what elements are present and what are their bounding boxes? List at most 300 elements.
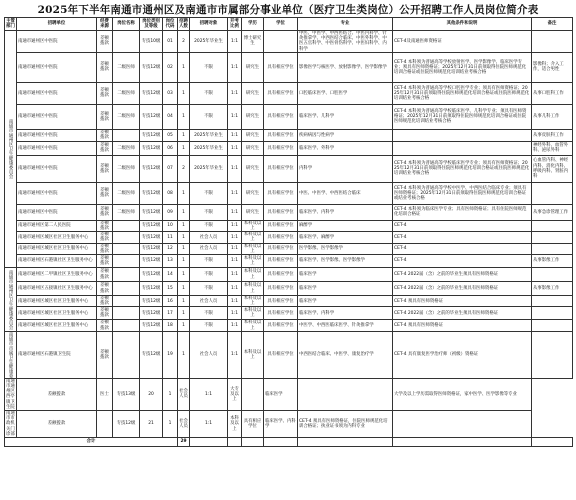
count-cell: 1 [178, 204, 190, 220]
post-name-cell: 二级医师 [113, 104, 140, 129]
funding-cell: 差额拨款 [17, 378, 97, 410]
post-name-cell: 二级医师 [113, 155, 140, 182]
unit-cell: 南通市通州区中医院 [17, 31, 97, 53]
count-cell: 1 [178, 307, 190, 320]
education-cell: 研究生 [242, 52, 264, 82]
funding-cell: 差额拨款 [97, 129, 113, 141]
grade-cell: 专技12级 [140, 255, 163, 268]
ratio-cell: 1:1 [190, 378, 228, 410]
count-cell: 1 [178, 104, 190, 129]
remark-cell: 从事影像工作 [532, 255, 573, 268]
degree-cell [264, 31, 298, 53]
unit-cell: 南通市通州区城区社区卫生服务中心 [17, 296, 97, 307]
table-row [5, 182, 573, 204]
education-cell: 本科及以上 [242, 268, 264, 282]
target-cell: 不限 [190, 307, 228, 320]
funding-cell: 差额拨款 [97, 232, 113, 243]
remark-cell [532, 31, 573, 53]
conditions-cell [298, 378, 393, 410]
empty-cell [393, 438, 532, 447]
empty-cell [242, 438, 264, 447]
conditions-cell: CET-4 2022届（含）之前的毕业生须具有医师资格证 [393, 307, 532, 320]
code-cell: 09 [163, 204, 178, 220]
conditions-cell: CET-4 本科须为普通高等学校临床医学、儿科学专业；须具有医师资格证；2025年12月31日前须取得住院医师规范化培训合格证或住院医师规范化培训结业考核合格 [393, 104, 532, 129]
header-cell: 招聘单位 [17, 18, 97, 31]
education-cell: 研究生 [242, 182, 264, 204]
education-cell: 本科及以上 [242, 307, 264, 320]
code-cell: 18 [163, 320, 178, 331]
table-row [5, 331, 573, 378]
code-cell: 03 [163, 82, 178, 104]
grade-cell: 专技12级 [140, 82, 163, 104]
conditions-cell: CET-4 2022届（含）之前的毕业生须具有医师资格证 [393, 282, 532, 296]
unit-cell: 南通市通州区第二人民医院 [17, 220, 97, 231]
header-row [5, 18, 573, 31]
conditions-cell: CET-4 [393, 220, 532, 231]
target-cell: 社会人员 [190, 296, 228, 307]
remark-cell [532, 232, 573, 243]
remark-cell: 从事皮肤科工作 [532, 129, 573, 141]
funding-cell: 差额拨款 [97, 204, 113, 220]
education-cell: 本科及以上 [242, 296, 264, 307]
target-cell: 社会人员 [178, 411, 190, 438]
funding-cell: 差额拨款 [97, 220, 113, 231]
degree-cell: 具有相应学位 [264, 268, 298, 282]
ratio-cell: 1:1 [228, 82, 242, 104]
ratio-cell: 1:1 [228, 204, 242, 220]
ratio-cell: 1:1 [228, 320, 242, 331]
table-row [5, 255, 573, 268]
funding-cell: 差额拨款 [97, 182, 113, 204]
grade-cell: 专技12级 [140, 155, 163, 182]
ratio-cell: 1:1 [228, 307, 242, 320]
count-cell: 1 [178, 255, 190, 268]
code-cell: 16 [163, 296, 178, 307]
post-name-cell [113, 282, 140, 296]
major-cell: 中医学、中西医临床医学、针灸推拿学 [298, 320, 393, 331]
funding-cell: 差额拨款 [97, 268, 113, 282]
post-name-cell [113, 129, 140, 141]
major-cell: 临床医学、儿科学 [298, 104, 393, 129]
count-cell: 1 [178, 268, 190, 282]
major-cell: 疾病病因与性病学 [298, 129, 393, 141]
major-cell: 临床医学 [298, 282, 393, 296]
post-name-cell [113, 296, 140, 307]
target-cell: 不限 [190, 282, 228, 296]
table-row [5, 204, 573, 220]
count-cell: 1 [163, 378, 178, 410]
grade-cell: 专技12级 [140, 320, 163, 331]
header-cell: 经费来源 [97, 18, 113, 31]
remark-cell: 从事儿科工作 [532, 104, 573, 129]
table-row [5, 104, 573, 129]
major-cell: 影像医学与核医学、放射影像学、医学影像学 [298, 52, 393, 82]
header-cell: 招聘对象 [190, 18, 228, 31]
header-cell: 招聘人数 [179, 18, 188, 29]
unit-cell: 南通市通州区西亭镇卫生院 [6, 378, 15, 410]
table-body [5, 31, 573, 447]
total-row [5, 438, 573, 447]
table-row [5, 411, 573, 438]
post-name-cell [113, 232, 140, 243]
education-cell: 本科及以上 [228, 411, 242, 438]
empty-cell [532, 438, 573, 447]
count-cell: 1 [178, 52, 190, 82]
major-cell: 中医、中医学、中西医结合、中医内科学、针灸推拿学、中西医结合临床、中医外科学、中医五官科学、中医骨伤科学、中医妇科学、内科学 [298, 31, 393, 53]
post-name-cell: 医士 [97, 378, 113, 410]
conditions-cell: CET-4 [393, 232, 532, 243]
code-cell: 13 [163, 255, 178, 268]
table-row [5, 296, 573, 307]
target-cell: 不限 [190, 255, 228, 268]
code-cell: 01 [163, 31, 178, 53]
grade-cell: 专技12级 [140, 232, 163, 243]
table-row [5, 232, 573, 243]
degree-cell: 具有相应学位 [264, 331, 298, 378]
header-cell: 主管部门 [6, 18, 15, 29]
table-row [5, 320, 573, 331]
post-name-cell [113, 255, 140, 268]
grade-cell: 专技12级 [140, 307, 163, 320]
degree-cell: 具有相应学位 [264, 243, 298, 254]
ratio-cell: 1:1 [228, 141, 242, 155]
ratio-cell: 1:1 [228, 220, 242, 231]
education-cell: 本科及以上 [242, 320, 264, 331]
education-cell: 本科及以上 [242, 331, 264, 378]
target-cell: 不限 [190, 268, 228, 282]
post-name-cell: 二级医师 [113, 182, 140, 204]
unit-cell: 南通市通州区五接镇社区卫生服务中心 [17, 282, 97, 296]
count-cell: 1 [178, 282, 190, 296]
target-cell: 不限 [190, 182, 228, 204]
funding-cell: 差额拨款 [97, 82, 113, 104]
ratio-cell: 1:1 [228, 232, 242, 243]
education-cell: 研究生 [242, 155, 264, 182]
target-cell: 2025年毕业生 [190, 141, 228, 155]
code-cell: 12 [163, 243, 178, 254]
unit-cell: 南通市通州区城区社区卫生服务中心 [17, 307, 97, 320]
conditions-cell [393, 129, 532, 141]
degree-cell: 具有相应学位 [264, 307, 298, 320]
education-cell: 本科及以上 [242, 243, 264, 254]
unit-cell: 南通市通州区城区社区卫生服务中心 [17, 243, 97, 254]
conditions-cell: CET-4 本科须为普通高等学校中医学、中西医结合临床专业；须具有医师资格证；2025年12月31日前须取得住院医师规范化培训合格证或结业考核合格 [393, 182, 532, 204]
ratio-cell: 1:1 [228, 255, 242, 268]
unit-cell: 南通市通州区中医院 [17, 129, 97, 141]
post-name-cell [113, 268, 140, 282]
ratio-cell: 1:1 [228, 296, 242, 307]
code-cell: 17 [163, 307, 178, 320]
degree-cell: 具有相应学位 [264, 82, 298, 104]
ratio-cell: 1:1 [228, 31, 242, 53]
table-row [5, 307, 573, 320]
unit-cell: 南通市市政机关门诊部 [6, 411, 15, 437]
code-cell: 19 [163, 331, 178, 378]
grade-cell: 专技12级 [140, 104, 163, 129]
empty-cell [264, 438, 298, 447]
code-cell: 20 [140, 378, 163, 410]
education-cell: 大专及以上 [228, 378, 242, 410]
funding-cell: 差额拨款 [97, 307, 113, 320]
ratio-cell: 1:1 [228, 155, 242, 182]
count-cell: 2 [178, 31, 190, 53]
count-cell: 1 [178, 182, 190, 204]
major-cell: 临床医学、医学影像、医学影像学 [298, 255, 393, 268]
remark-cell [532, 243, 573, 254]
conditions-cell [393, 141, 532, 155]
table-row [5, 129, 573, 141]
ratio-cell: 1:1 [190, 411, 228, 438]
total-count: 29 [178, 438, 190, 447]
ratio-cell: 1:1 [228, 282, 242, 296]
remark-cell [532, 182, 573, 204]
post-name-cell [113, 243, 140, 254]
unit-cell: 南通市通州区中医院 [17, 104, 97, 129]
ratio-cell: 1:1 [228, 52, 242, 82]
table-row [5, 268, 573, 282]
count-cell: 1 [178, 220, 190, 231]
remark-cell: 心血管内科、神经内科、消化内科、呼吸内科、肾脏内科 [532, 155, 573, 182]
grade-cell: 专技12级 [140, 243, 163, 254]
degree-cell: 具有相应学位 [264, 232, 298, 243]
ratio-cell: 1:1 [228, 243, 242, 254]
target-cell: 社会人员 [190, 331, 228, 378]
remark-cell [532, 296, 573, 307]
unit-cell: 南通市通州区中医院 [17, 182, 97, 204]
conditions-cell: CET-4 [393, 255, 532, 268]
major-cell: 临床医学 [298, 268, 393, 282]
table-row [5, 243, 573, 254]
remark-cell [532, 320, 573, 331]
ratio-cell: 1:1 [228, 268, 242, 282]
grade-cell: 专技12级 [140, 141, 163, 155]
header-cell: 专业 [298, 18, 393, 31]
target-cell: 社会人员 [178, 378, 190, 410]
target-cell: 不限 [190, 104, 228, 129]
degree-cell: 具有相应学位 [264, 296, 298, 307]
major-cell: 临床医学、外科学 [298, 141, 393, 155]
table-row [5, 31, 573, 53]
remark-cell: 从事影像工作 [532, 282, 573, 296]
grade-cell: 专技10级 [140, 31, 163, 53]
total-label: 合计 [5, 438, 178, 447]
funding-cell: 差额拨款 [97, 331, 113, 378]
post-name-cell [113, 31, 140, 53]
table-row [5, 141, 573, 155]
header-cell: 岗位代码 [163, 18, 178, 31]
grade-cell: 专技12级 [140, 182, 163, 204]
target-cell: 2025年毕业生 [190, 31, 228, 53]
count-cell: 1 [178, 243, 190, 254]
code-cell: 14 [163, 268, 178, 282]
empty-cell [190, 438, 228, 447]
unit-cell: 南通市通州区石港镇卫生院 [17, 331, 97, 378]
table-row [5, 220, 573, 231]
count-cell: 1 [178, 141, 190, 155]
target-cell: 社会人员 [190, 232, 228, 243]
post-name-cell: 二级医师 [113, 204, 140, 220]
funding-cell: 差额拨款 [97, 282, 113, 296]
table-row [5, 378, 573, 410]
funding-cell: 差额拨款 [97, 52, 113, 82]
count-cell: 1 [178, 129, 190, 141]
target-cell: 社会人员 [190, 243, 228, 254]
education-cell: 博士研究生 [242, 31, 264, 53]
major-cell: 麻醉学 [298, 220, 393, 231]
post-name-cell [113, 307, 140, 320]
conditions-cell: CET-4 须具有医师资格证，住院医师规范化培训合格证；执业证书须为内科专业 [298, 411, 393, 438]
grade-cell: 专技13级 [113, 378, 140, 410]
funding-cell: 差额拨款 [17, 411, 97, 438]
grade-cell: 专技12级 [140, 282, 163, 296]
code-cell: 06 [163, 141, 178, 155]
grade-cell: 专技12级 [140, 331, 163, 378]
target-cell: 不限 [190, 220, 228, 231]
post-name-cell [113, 331, 140, 378]
major-cell: 临床医学 [298, 296, 393, 307]
target-cell: 2025年毕业生 [190, 155, 228, 182]
empty-cell [298, 438, 393, 447]
remark-cell: 神经外科、血管外科、泌尿外科 [532, 141, 573, 155]
remark-cell: 影像科；介入工作，适合男性 [532, 52, 573, 82]
major-cell: 临床医学 [264, 378, 298, 410]
grade-cell: 专技12级 [140, 220, 163, 231]
unit-cell: 南通市通州区城区社区卫生服务中心 [17, 320, 97, 331]
education-cell: 研究生 [242, 82, 264, 104]
header-cell: 学位 [264, 18, 298, 31]
header-cell: 开考比例 [228, 18, 242, 31]
remark-cell [532, 220, 573, 231]
empty-cell [228, 438, 242, 447]
code-cell: 08 [163, 182, 178, 204]
funding-cell: 差额拨款 [97, 296, 113, 307]
table-row [5, 155, 573, 182]
degree-cell: 具有相应学位 [264, 255, 298, 268]
major-cell: 临床医学、内科学 [298, 204, 393, 220]
department-cell: 南通市通州区卫生健康委员会 [5, 31, 17, 268]
code-cell: 11 [163, 232, 178, 243]
remark-cell: 大学及以上学历需取得医师资格证，家中医学、医学影像等专业 [393, 378, 532, 410]
education-cell: 研究生 [242, 204, 264, 220]
post-name-cell: 二级医师 [113, 141, 140, 155]
conditions-cell: CET-4 须具有医师资格证 [393, 320, 532, 331]
degree-cell: 具有相应学位 [242, 411, 264, 438]
degree-cell: 具有相应学位 [264, 282, 298, 296]
major-cell: 临床医学、内科学 [298, 307, 393, 320]
funding-cell: 差额拨款 [97, 255, 113, 268]
ratio-cell: 1:1 [228, 331, 242, 378]
funding-cell: 差额拨款 [97, 320, 113, 331]
remark-cell [532, 307, 573, 320]
unit-cell: 南通市通州区二甲镇社区卫生服务中心 [17, 268, 97, 282]
degree-cell: 具有相应学位 [264, 129, 298, 141]
conditions-cell: CET-4及南通医师资格证 [393, 31, 532, 53]
major-cell: 内科学 [298, 155, 393, 182]
funding-cell: 差额拨款 [97, 141, 113, 155]
funding-cell: 差额拨款 [97, 155, 113, 182]
education-cell: 研究生 [242, 104, 264, 129]
post-name-cell: 二级医师 [113, 52, 140, 82]
conditions-cell: CET-4 [393, 243, 532, 254]
education-cell: 本科及以上 [242, 232, 264, 243]
grade-cell: 专技12级 [113, 411, 140, 438]
header-cell: 岗位名称 [113, 18, 140, 31]
remark-cell [532, 268, 573, 282]
ratio-cell: 1:1 [228, 129, 242, 141]
count-cell: 1 [178, 296, 190, 307]
count-cell: 1 [163, 411, 178, 438]
degree-cell: 具有相应学位 [264, 104, 298, 129]
degree-cell: 具有相应学位 [264, 52, 298, 82]
funding-cell: 差额拨款 [97, 104, 113, 129]
major-cell: 医学影像、医学影像学 [298, 243, 393, 254]
funding-cell: 差额拨款 [97, 31, 113, 53]
major-cell: 临床医学、麻醉学 [298, 232, 393, 243]
ratio-cell: 1:1 [228, 182, 242, 204]
page-title: 2025年下半年南通市通州区及南通市市属部分事业单位（医疗卫生类岗位）公开招聘工作人员岗位简介表 [37, 4, 539, 16]
department-cell: 南通市通州区卫生健康委员会 [5, 268, 17, 332]
conditions-cell: CET-4 本科须为普通高等学校临床医学专业；须具有医师资格证；2025年12月31日前须取得住院医师规范化培训合格证或住院医师规范化培训结业考核合格 [393, 155, 532, 182]
grade-cell: 专技12级 [140, 129, 163, 141]
target-cell: 不限 [190, 320, 228, 331]
grade-cell: 专技12级 [140, 52, 163, 82]
target-cell: 不限 [190, 204, 228, 220]
header-cell: 学历 [242, 18, 264, 31]
post-name-cell [113, 320, 140, 331]
grade-cell: 专技12级 [140, 204, 163, 220]
post-name-cell: 二级医师 [113, 82, 140, 104]
target-cell: 不限 [190, 52, 228, 82]
code-cell: 10 [163, 220, 178, 231]
count-cell: 1 [178, 320, 190, 331]
degree-cell: 具有相应学位 [264, 320, 298, 331]
target-cell: 不限 [190, 82, 228, 104]
count-cell: 2 [178, 155, 190, 182]
header-cell: 备注 [532, 18, 573, 31]
code-cell: 07 [163, 155, 178, 182]
header-cell: 岗位类别及等级 [140, 18, 163, 31]
degree-cell: 具有相应学位 [264, 220, 298, 231]
conditions-cell: CET-4 具有康复医学治疗师（初级）资格证 [393, 331, 532, 378]
grade-cell: 专技12级 [140, 296, 163, 307]
major-cell: 临床医学、内科学 [264, 411, 298, 438]
unit-cell: 南通市通州区中医院 [17, 52, 97, 82]
remark-cell: 从事口腔科工作 [532, 82, 573, 104]
unit-cell: 南通市通州区城区社区卫生服务中心 [17, 232, 97, 243]
degree-cell: 具有相应学位 [264, 141, 298, 155]
unit-cell: 南通市通州区中医院 [17, 141, 97, 155]
ratio-cell: 1:1 [228, 104, 242, 129]
education-cell: 本科及以上 [242, 255, 264, 268]
table-row [5, 82, 573, 104]
header-cell: 其他条件和说明 [393, 18, 532, 31]
code-cell: 15 [163, 282, 178, 296]
degree-cell: 具有相应学位 [264, 182, 298, 204]
count-cell: 1 [178, 331, 190, 378]
remark-cell [393, 411, 532, 438]
degree-cell [242, 378, 264, 410]
degree-cell: 具有相应学位 [264, 155, 298, 182]
remark-cell: 从事急诊管理工作 [532, 204, 573, 220]
conditions-cell: CET-4 本科须为临床医学专业；具有医师资格证；具有住院医师规范化培训合格证 [393, 204, 532, 220]
post-name-cell [113, 220, 140, 231]
code-cell: 02 [163, 52, 178, 82]
table-row [5, 52, 573, 82]
code-cell: 05 [163, 129, 178, 141]
funding-cell: 差额拨款 [97, 243, 113, 254]
conditions-cell: CET-4 2022届（含）之前的毕业生须具有医师资格证 [393, 268, 532, 282]
count-cell: 1 [178, 82, 190, 104]
